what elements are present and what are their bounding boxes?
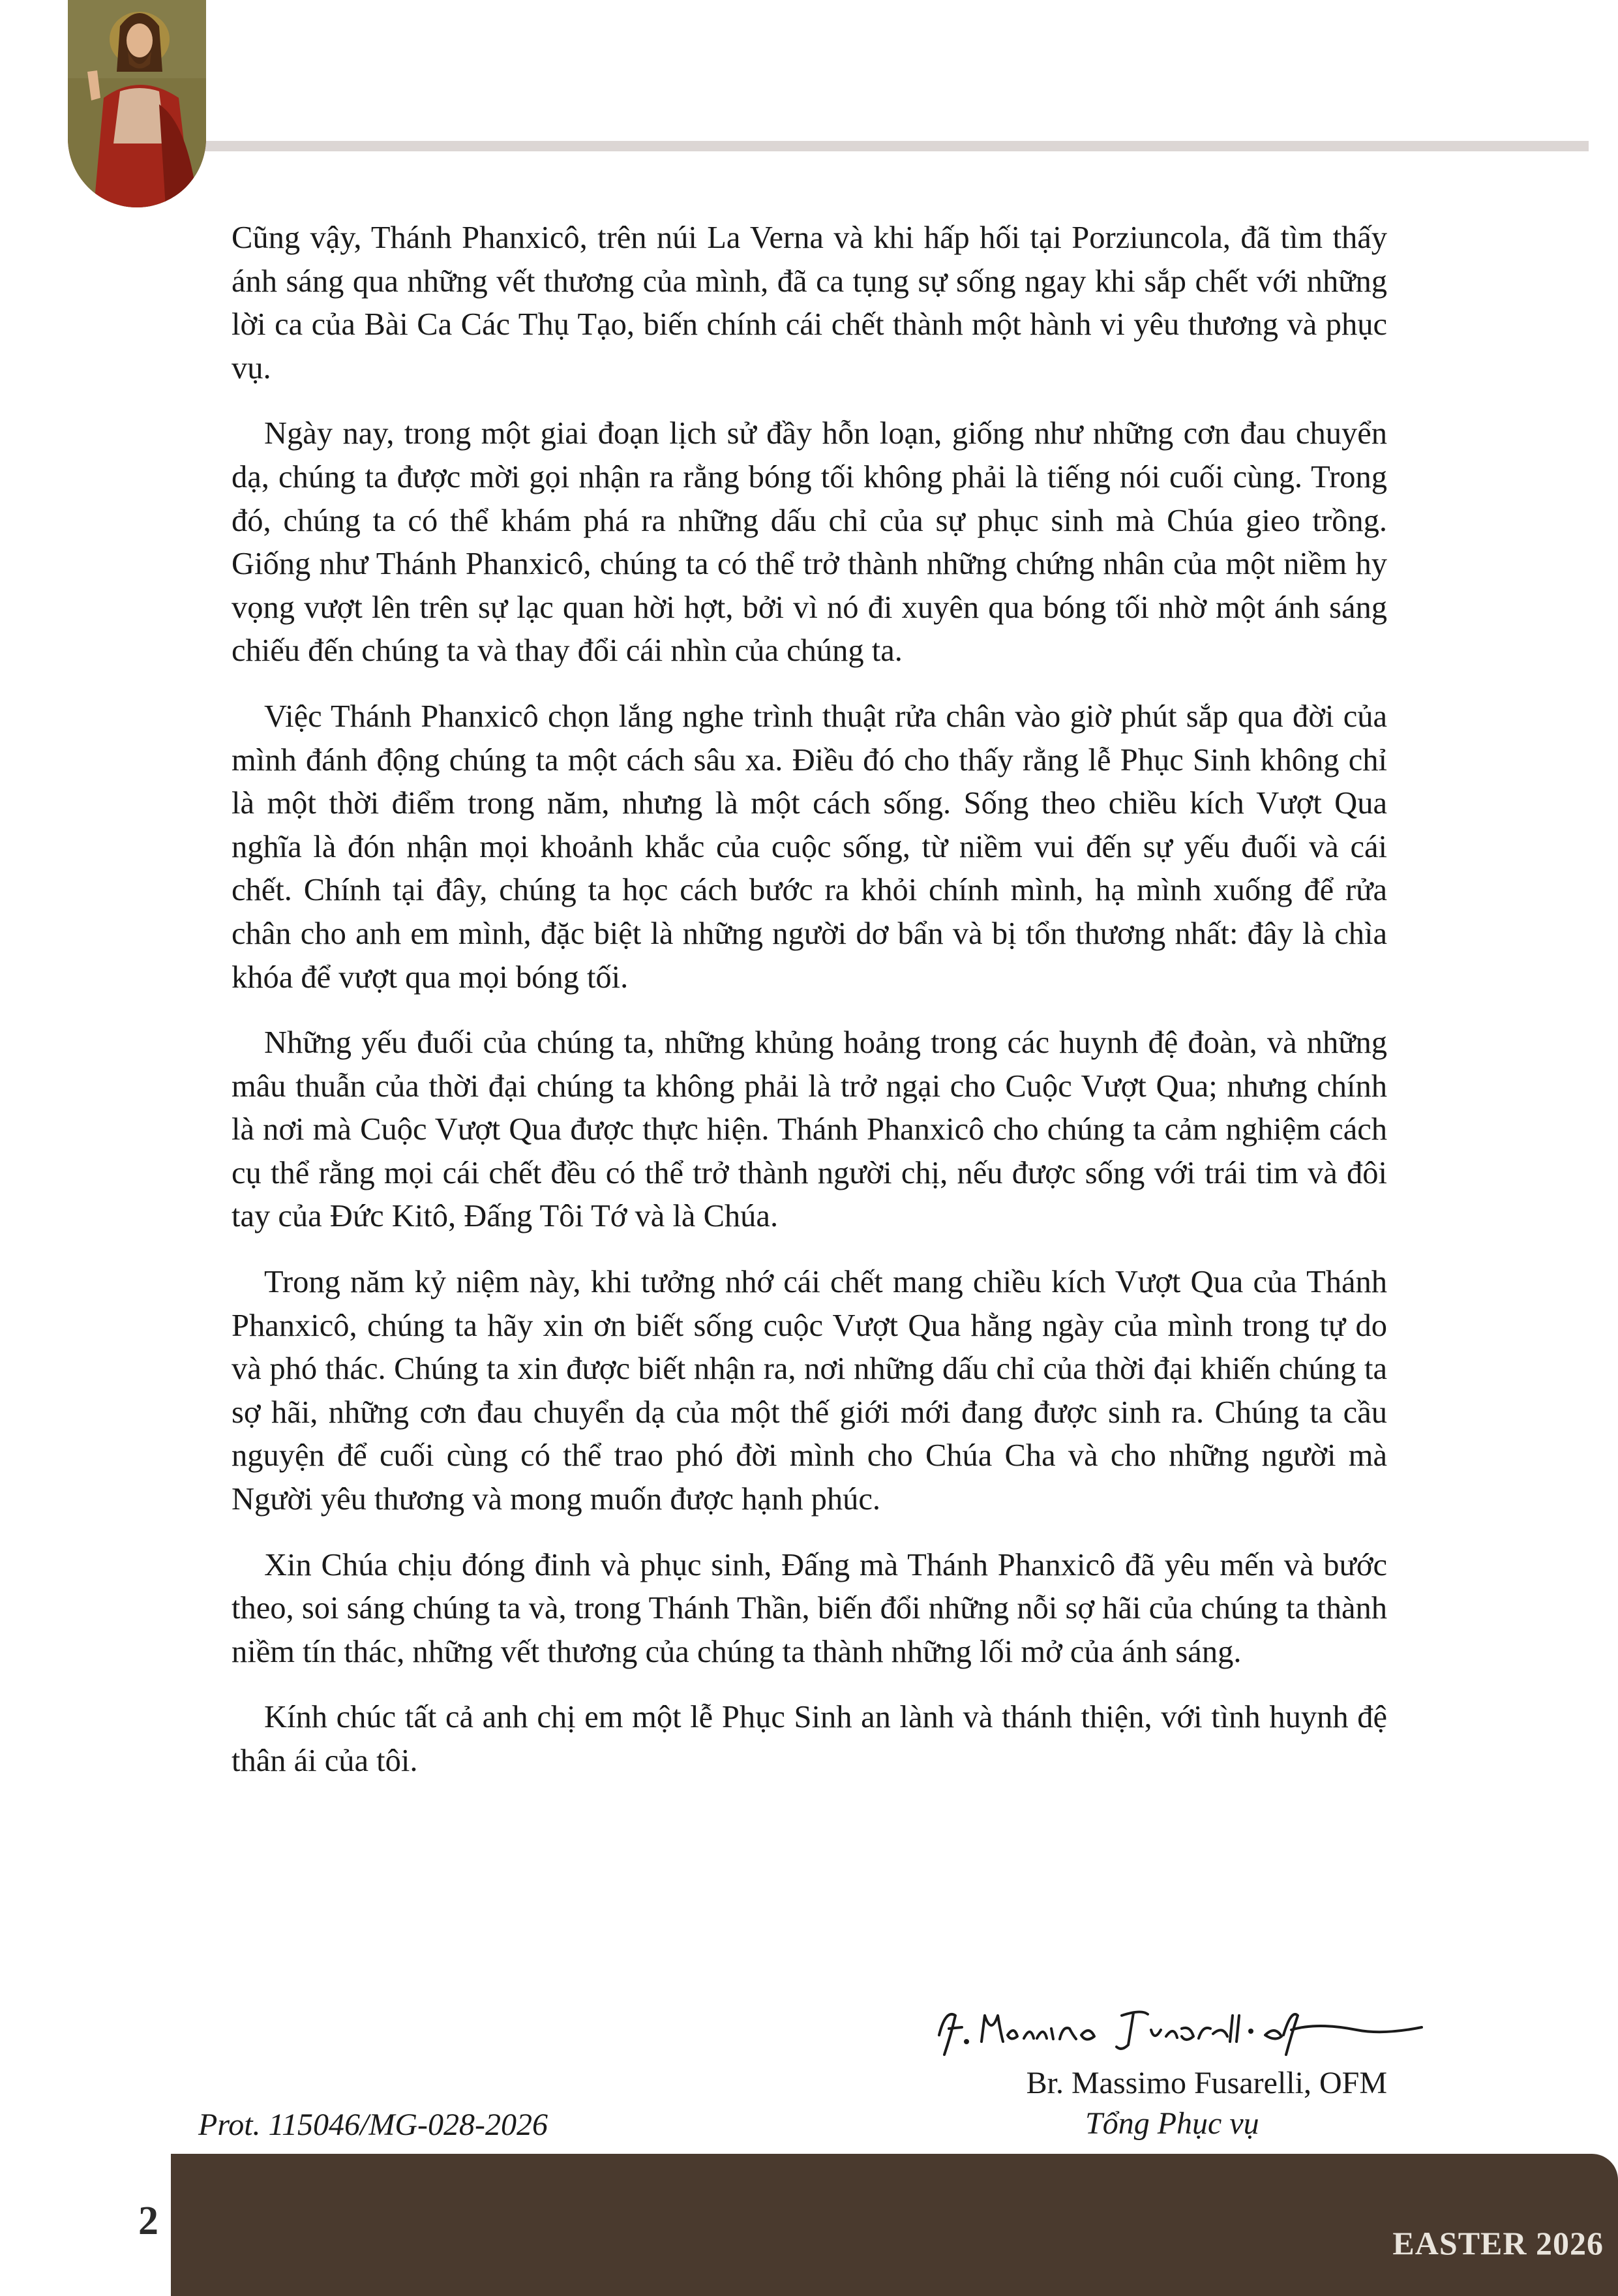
footer-label: EASTER 2026: [1392, 2225, 1604, 2261]
paragraph: Cũng vậy, Thánh Phanxicô, trên núi La Verna và khi hấp hối tại Porziuncola, đã tìm thấy ánh sáng qua những vết thương của mình, đã ca tụng sự sống ngay khi sắp chết với những lời ca của Bài Ca Các Thụ Tạo, biến chính cái chết thành một hành vi yêu thương và phục vụ.: [232, 220, 1387, 385]
page-number: 2: [138, 2199, 158, 2243]
protocol-number: Prot. 115046/MG-028-2026: [198, 2107, 548, 2142]
paragraph: Xin Chúa chịu đóng đinh và phục sinh, Đấng mà Thánh Phanxicô đã yêu mến và bước theo, soi sáng chúng ta và, trong Thánh Thần, biến đổi những nỗi sợ hãi của chúng ta thành niềm tín thác, những vết thương của chúng ta thành những lối mở của ánh sáng.: [232, 1547, 1387, 1669]
letter-body: [232, 217, 1387, 1805]
paragraph: Trong năm kỷ niệm này, khi tưởng nhớ cái chết mang chiều kích Vượt Qua của Thánh Phanxicô, chúng ta hãy xin ơn biết sống cuộc Vượt Qua hằng ngày của mình trong tự do và phó thác. Chúng ta xin được biết nhận ra, nơi những dấu chỉ của thời đại khiến chúng ta sợ hãi, những cơn đau chuyển dạ của một thế giới mới đang được sinh ra. Chúng ta cầu nguyện để cuối cùng có thể trao phó đời mình cho Chúa Cha và cho những người mà Người yêu thương và mong muốn được hạnh phúc.: [232, 1265, 1387, 1517]
paragraph: Việc Thánh Phanxicô chọn lắng nghe trình thuật rửa chân vào giờ phút sắp qua đời của mình đánh động chúng ta một cách sâu xa. Điều đó cho thấy rằng lễ Phục Sinh không chỉ là một thời điểm trong năm, nhưng là một cách sống. Sống theo chiều kích Vượt Qua nghĩa là đón nhận mọi khoảnh khắc của cuộc sống, từ niềm vui đến sự yếu đuối và cái chết. Chính tại đây, chúng ta học cách bước ra khỏi chính mình, hạ mình xuống để rửa chân cho anh em mình, đặc biệt là những người dơ bẩn và bị tổn thương nhất: đây là chìa khóa để vượt qua mọi bóng tối.: [232, 699, 1387, 995]
paragraph: Ngày nay, trong một giai đoạn lịch sử đầy hỗn loạn, giống như những cơn đau chuyển dạ, chúng ta được mời gọi nhận ra rằng bóng tối không phải là tiếng nói cuối cùng. Trong đó, chúng ta có thể khám phá ra những dấu chỉ của sự phục sinh mà Chúa gieo trồng. Giống như Thánh Phanxicô, chúng ta có thể trở thành những chứng nhân của một niềm hy vọng vượt lên trên sự lạc quan hời hợt, bởi vì nó đi xuyên qua bóng tối nhờ một ánh sáng chiếu đến chúng ta và thay đổi cái nhìn của chúng ta.: [232, 416, 1387, 669]
signatory-title: Tổng Phục vụ: [1085, 2106, 1259, 2141]
christ-icon-emblem: [68, 0, 206, 207]
paragraph: Kính chúc tất cả anh chị em một lễ Phục Sinh an lành và thánh thiện, với tình huynh đệ thân ái của tôi.: [232, 1700, 1387, 1778]
header-rule: [196, 141, 1589, 151]
paragraph: Những yếu đuối của chúng ta, những khủng hoảng trong các huynh đệ đoàn, và những mâu thuẫn của thời đại chúng ta không phải là trở ngại cho Cuộc Vượt Qua; nhưng chính là nơi mà Cuộc Vượt Qua được thực hiện. Thánh Phanxicô cho chúng ta cảm nghiệm cách cụ thể rằng mọi cái chết đều có thể trở thành người chị, nếu được sống với trái tim và đôi tay của Đức Kitô, Đấng Tôi Tớ và là Chúa.: [232, 1025, 1387, 1234]
handwritten-signature: [926, 1989, 1435, 2061]
signatory-name: Br. Massimo Fusarelli, OFM: [1026, 2066, 1387, 2100]
